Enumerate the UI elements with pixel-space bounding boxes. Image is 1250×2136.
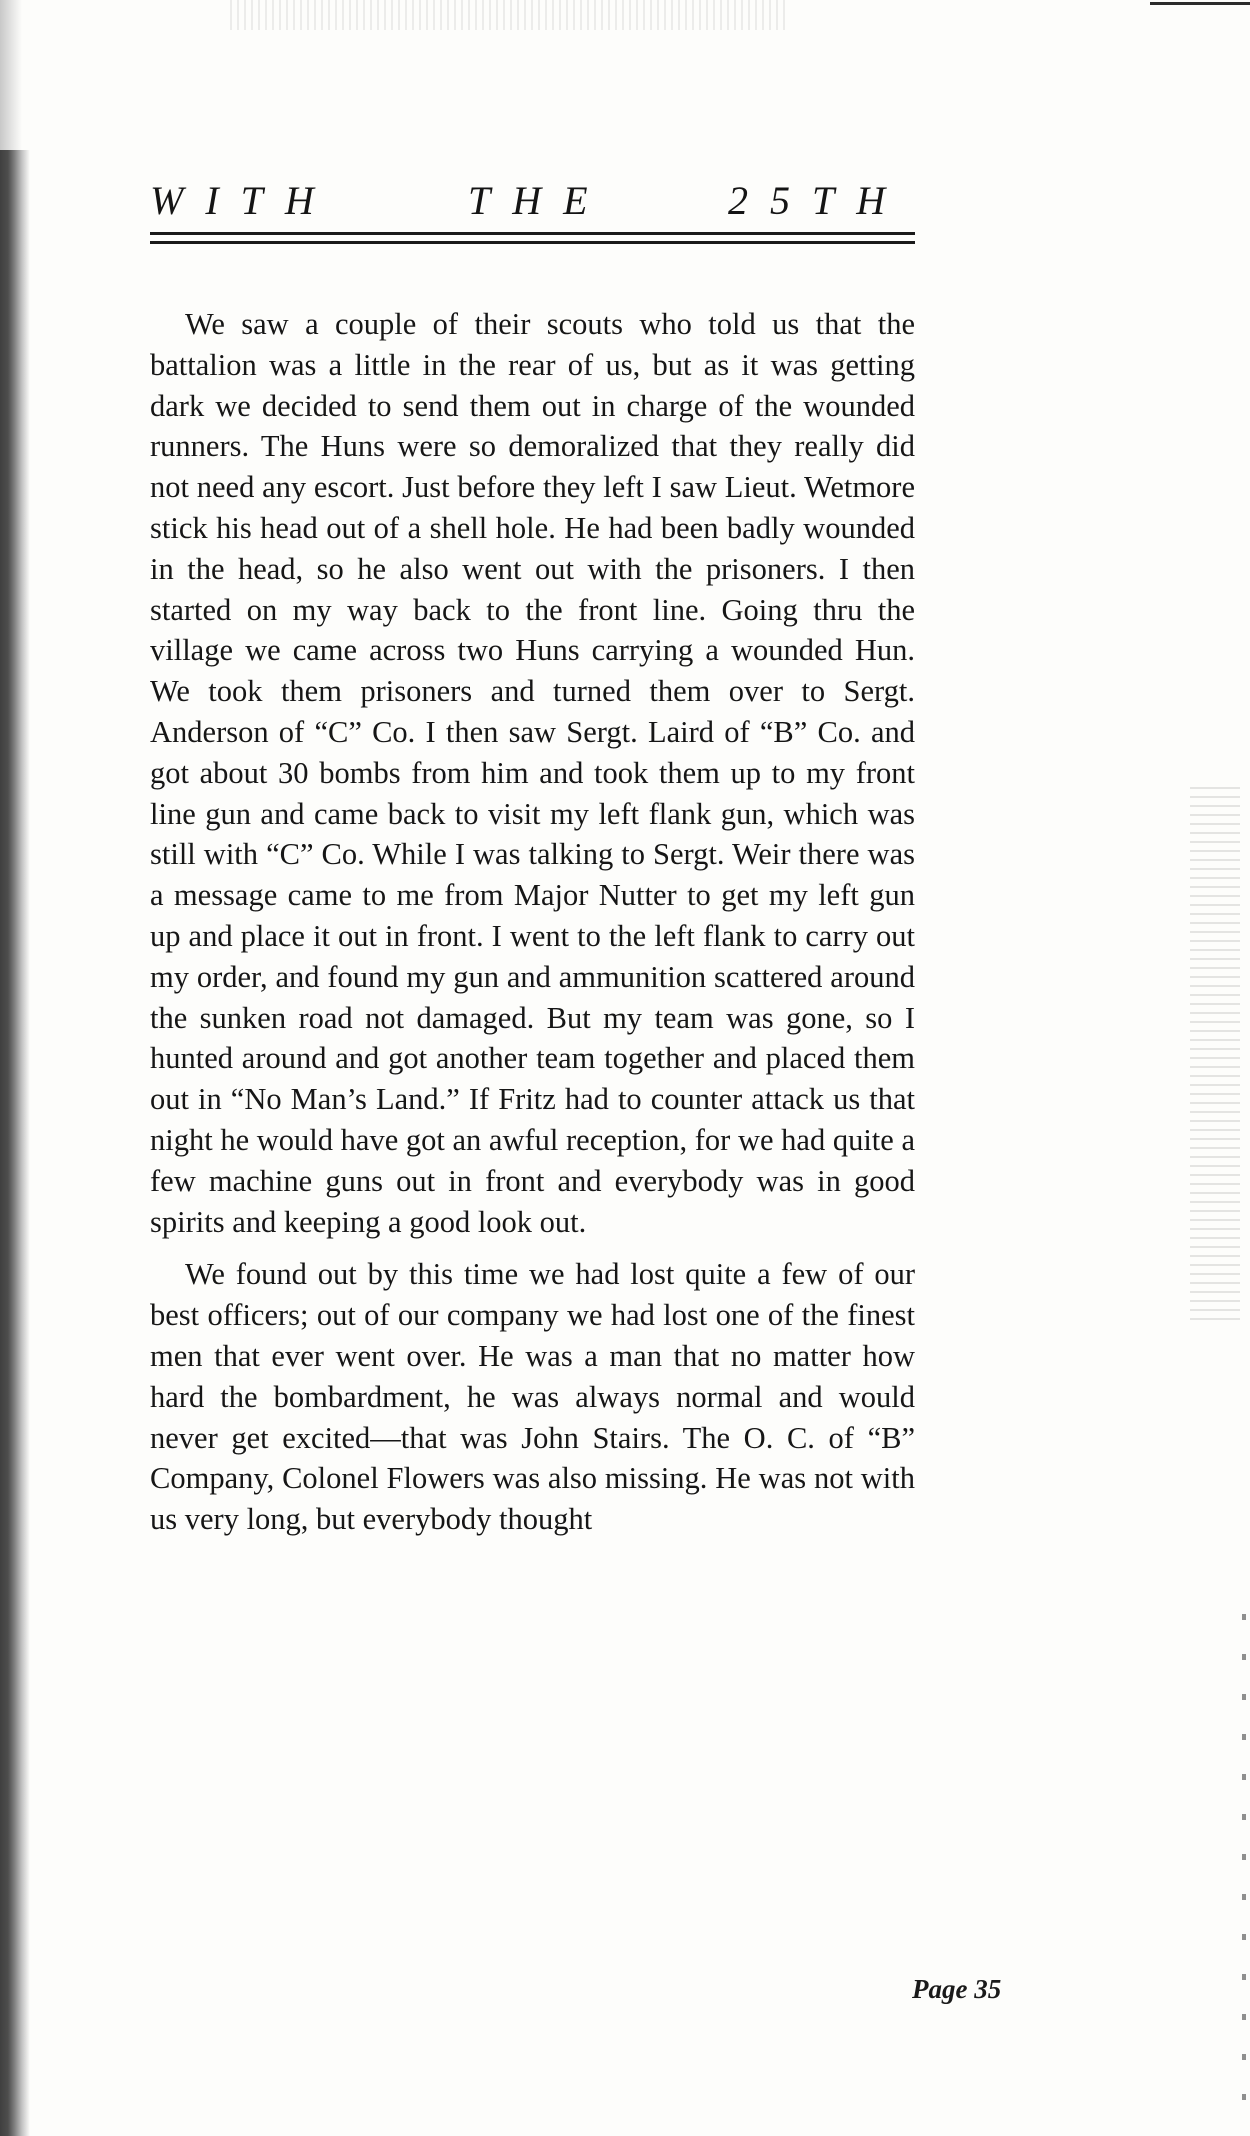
- paragraph-1: We saw a couple of their scouts who told us that the battalion was a little in the rear of us, but as it was getting dark we decided to send them out in charge of the wounded runners. The Huns were so demoralized that they really did not need any escort. Just before they left I saw Lieut. Wetmore stick his head out of a shell hole. He had been badly wounded in the head, so he also went out with the prisoners. I then started on my way back to the front line. Going thru the village we came across two Huns carrying a wounded Hun. We took them prisoners and turned them over to Sergt. Anderson of “C” Co. I then saw Sergt. Laird of “B” Co. and got about 30 bombs from him and took them up to my front line gun and came back to visit my left flank gun, which was still with “C” Co. While I was talking to Sergt. Weir there was a message came to me from Major Nutter to get my left gun up and place it out in front. I went to the left flank to carry out my order, and found my gun and ammunition scattered around the sunken road not damaged. But my team was gone, so I hunted around and got another team together and placed them out in “No Man’s Land.” If Fritz had to counter attack us that night he would have got an awful reception, for we had quite a few machine guns out in front and everybody was in good spirits and keeping a good look out.: [150, 307, 915, 1239]
- running-head-word-the: THE: [468, 178, 610, 223]
- paragraph-2: We found out by this time we had lost quite a few of our best officers; out of our company we had lost one of the finest men that ever went over. He was a man that no matter how hard the bombardment, he was always normal and would never get excited—that was John Stairs. The O. C. of “B” Company, Colonel Flowers was also missing. He was not with us very long, but everybody thought: [150, 1257, 915, 1537]
- binding-edge-top: [0, 0, 22, 150]
- body-text: [150, 304, 915, 1540]
- running-head-word-with: WITH: [150, 178, 336, 223]
- page-number: Page 35: [912, 1974, 1002, 2004]
- running-head-double-rule: [150, 232, 915, 244]
- scan-rule-fragment: [1150, 2, 1250, 5]
- scan-noise-right: [1190, 780, 1240, 1320]
- scan-mark-right: [1242, 1580, 1246, 2100]
- running-head-word-25th: 25TH: [728, 178, 908, 223]
- running-head: [150, 176, 915, 226]
- binding-edge: [0, 150, 30, 2136]
- scan-noise-top: [230, 0, 790, 30]
